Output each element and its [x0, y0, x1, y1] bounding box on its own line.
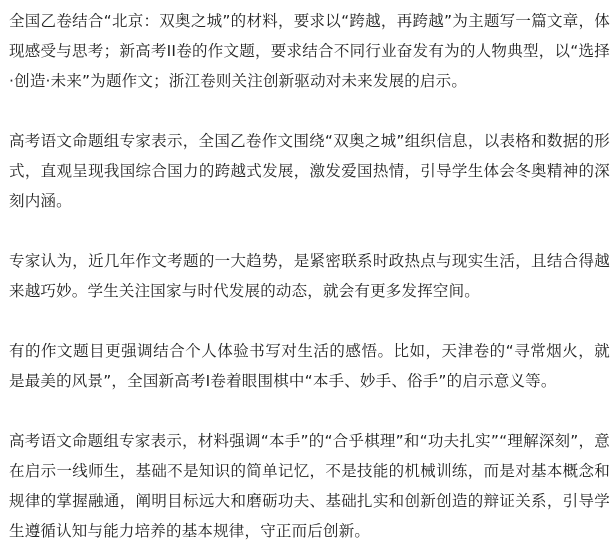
article-paragraph-3: 专家认为，近几年作文考题的一大趋势，是紧密联系时政热点与现实生活，且结合得越来越巧妙。学生关注国家与时代发展的动态，就会有更多发挥空间。 — [9, 252, 610, 300]
article-paragraph-5: 高考语文命题组专家表示，材料强调“本手”的“合乎棋理”和“功夫扎实”“理解深刻”，意在启示一线师生，基础不是知识的简单记忆，不是技能的机械训练，而是对基本概念和规律的掌握融通，阐明目标远大和磨砺功夫、基础扎实和创新创造的辩证关系，引导学生遵循认知与能力培养的基本规律，守正而后创新。 — [9, 432, 610, 540]
article-paragraph-4: 有的作文题目更强调结合个人体验书写对生活的感悟。比如，天津卷的“寻常烟火，就是最美的风景”，全国新高考I卷着眼围棋中“本手、妙手、俗手”的启示意义等。 — [9, 342, 610, 390]
article-paragraph-2: 高考语文命题组专家表示，全国乙卷作文围绕“双奥之城”组织信息，以表格和数据的形式，直观呈现我国综合国力的跨越式发展，激发爱国热情，引导学生体会冬奥精神的深刻内涵。 — [9, 132, 610, 210]
article-paragraph-1: 全国乙卷结合“北京：双奥之城”的材料，要求以“跨越，再跨越”为主题写一篇文章，体现感受与思考；新高考II卷的作文题，要求结合不同行业奋发有为的人物典型，以“选择·创造·未来”为题作文；浙江卷则关注创新驱动对未来发展的启示。 — [9, 12, 610, 90]
